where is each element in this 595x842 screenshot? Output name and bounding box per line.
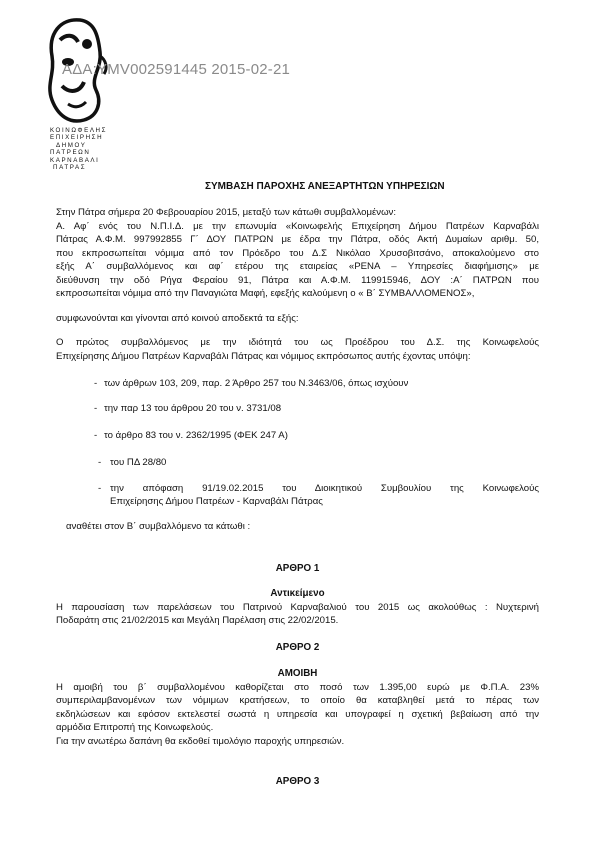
intro-line: εκπροσωπείται νόμιμα από την Παναγιώτα Μαφή, εφεξής καλούμενη ο « Β΄ ΣΥΜΒΑΛΛΟΜΕΝΟΣ», bbox=[56, 288, 475, 299]
intro-line: Α. Αφ΄ ενός του Ν.Π.Ι.Δ. με την επωνυμία «Κοινωφελής Επιχείρηση Δήμου Πατρέων Καρναβάλι bbox=[56, 221, 539, 232]
assignment-line: αναθέτει στον Β΄ συμβαλλόμενο τα κάτωθι : bbox=[66, 521, 251, 532]
article-2-line: συμπεριλαμβανομένων των νόμιμων κρατήσεων, το οποίο θα καταβληθεί μετά το πέρας των bbox=[56, 695, 539, 706]
org-line: ΠΑΤΡΑΣ bbox=[53, 164, 87, 172]
article-1-line: Η παρουσίαση των παρελάσεων του Πατρινού Καρναβαλιού του 2015 ως ακολούθως : Νυχτερινή bbox=[56, 602, 539, 613]
first-party-line: Επιχείρησης Δήμου Πατρέων Καρναβάλι Πάτρας και νόμιμος εκπρόσωπος αυτής έχοντας υπόψη: bbox=[56, 351, 471, 362]
bullet-item: την απόφαση 91/19.02.2015 του Διοικητικού Συμβουλίου της Κοινωφελούς bbox=[110, 483, 539, 494]
intro-line: Στην Πάτρα σήμερα 20 Φεβρουαρίου 2015, μεταξύ των κάτωθι συμβαλλομένων: bbox=[56, 207, 397, 218]
article-2-subheading: ΑΜΟΙΒΗ bbox=[277, 668, 318, 679]
bullet-marker: - bbox=[94, 430, 98, 441]
article-1-heading: ΑΡΘΡΟ 1 bbox=[275, 563, 320, 574]
article-2-line: αρμόδια Επιτροπή της Κοινωφελούς. bbox=[56, 722, 214, 733]
article-2-heading: ΑΡΘΡΟ 2 bbox=[275, 642, 320, 653]
intro-line: διεύθυνση την οδό Ρήγα Φεραίου 91, Πάτρα και Α.Φ.Μ. 119915946, ΔΟΥ :Α΄ ΠΑΤΡΩΝ που bbox=[56, 275, 539, 286]
org-line: ΠΑΤΡΕΩΝ bbox=[50, 149, 91, 157]
bullet-item-continued: Επιχείρησης Δήμου Πατρέων - Καρναβάλι Πάτρας bbox=[110, 496, 323, 507]
bullet-marker: - bbox=[94, 403, 98, 414]
document-title: ΣΥΜΒΑΣΗ ΠΑΡΟΧΗΣ ΑΝΕΞΑΡΤΗΤΩΝ ΥΠΗΡΕΣΙΩΝ bbox=[205, 181, 445, 192]
org-line: ΚΟΙΝΩΦΕΛΗΣ bbox=[50, 127, 108, 134]
article-2-line: Για την ανωτέρω δαπάνη θα εκδοθεί τιμολόγιο παροχής υπηρεσιών. bbox=[56, 736, 345, 747]
org-line: ΚΑΡΝΑΒΑΛΙ bbox=[50, 156, 100, 164]
ada-stamp: ΑΔΑ:ΥΜV002591445 2015-02-21 bbox=[62, 61, 291, 78]
agreement-line: συμφωνούνται και γίνονται από κοινού αποδεκτά τα εξής: bbox=[56, 313, 299, 324]
intro-line: Πάτρας Α.Φ.Μ. 997992855 Γ΄ ΔΟΥ ΠΑΤΡΩΝ με έδρα την Πάτρα, οδός Ακτή Δυμαίων αριθμ. 50, bbox=[56, 234, 539, 245]
bullet-marker: - bbox=[98, 457, 102, 468]
bullet-marker: - bbox=[98, 483, 102, 494]
bullet-item: το άρθρο 83 του ν. 2362/1995 (ΦΕΚ 247 Α) bbox=[104, 430, 288, 441]
org-line: ΕΠΙΧΕΙΡΗΣΗ bbox=[50, 134, 104, 142]
article-2-line: εκδηλώσεων και εφόσον εκτελεστεί σωστά η υπηρεσία και υπογραφεί η σχετική βεβαίωση από την bbox=[56, 709, 539, 720]
bullet-item: την παρ 13 του άρθρου 20 του ν. 3731/08 bbox=[104, 403, 282, 414]
article-2-line: Η αμοιβή του β΄ συμβαλλομένου καθορίζεται στο ποσό των 1.395,00 ευρώ με Φ.Π.Α. 23% bbox=[56, 682, 539, 693]
article-1-line: Ποδαράτη στις 21/02/2015 και Μεγάλη Παρέλαση στις 22/02/2015. bbox=[56, 615, 339, 626]
bullet-marker: - bbox=[94, 378, 98, 389]
org-line: ΔΗΜΟΥ bbox=[56, 141, 87, 149]
organization-name bbox=[50, 127, 107, 171]
intro-line: που εκπροσωπείται νόμιμα από τον Πρόεδρο του Δ.Σ Νικόλαο Χρυσοβιτσάνο, αποκαλούμενο στο bbox=[56, 248, 539, 259]
article-3-heading: ΑΡΘΡΟ 3 bbox=[275, 776, 320, 787]
bullet-item: των άρθρων 103, 209, παρ. 2 Άρθρο 257 του Ν.3463/06, όπως ισχύουν bbox=[104, 378, 409, 389]
intro-line: εξής Α΄ συμβαλλόμενος και αφ΄ ετέρου της εταιρείας «PENA – Υπηρεσίες διαφήμισης» με bbox=[56, 261, 539, 272]
first-party-line: Ο πρώτος συμβαλλόμενος με την ιδιότητά του ως Προέδρου του Δ.Σ. της Κοινωφελούς bbox=[56, 337, 539, 348]
bullet-item: του ΠΔ 28/80 bbox=[110, 457, 167, 468]
article-1-subheading: Αντικείμενο bbox=[270, 588, 325, 599]
